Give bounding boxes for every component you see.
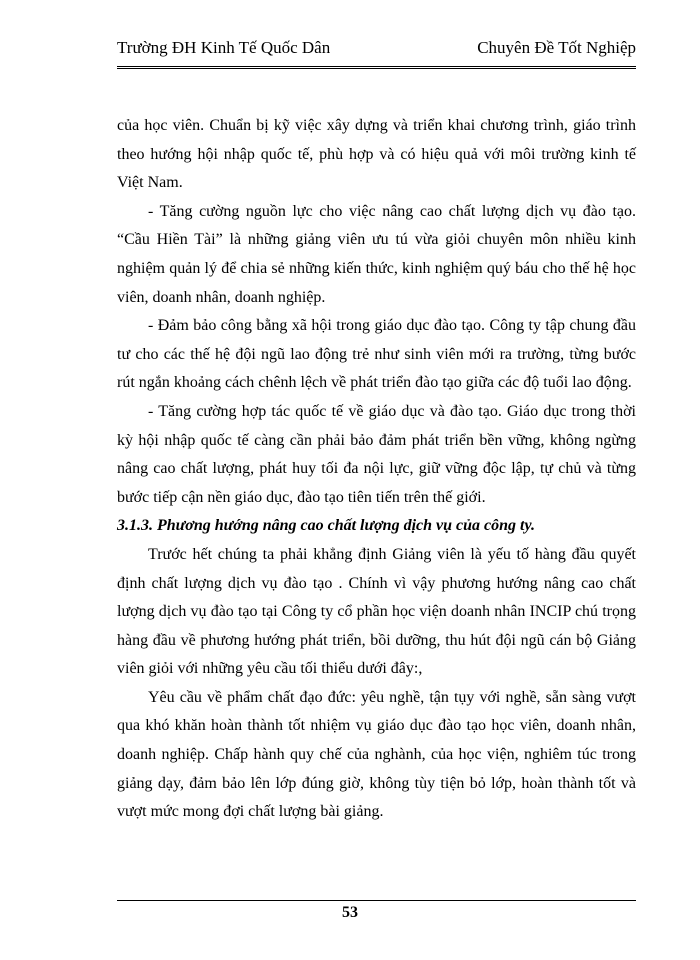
- paragraph: - Tăng cường nguồn lực cho việc nâng cao chất lượng dịch vụ đào tạo. “Cầu Hiền Tài” là những giảng viên ưu tú vừa giỏi chuyên môn nhiều kinh nghiệm quản lý để chia sẻ những kiến thức, kinh nghiệm quý báu cho thế hệ học viên, doanh nhân, doanh nghiệp.: [117, 202, 636, 306]
- section-heading: 3.1.3. Phương hướng nâng cao chất lượng dịch vụ của công ty.: [117, 517, 535, 535]
- document-body: [117, 112, 636, 827]
- paragraph: - Đảm bảo công bằng xã hội trong giáo dục đào tạo. Công ty tập chung đầu tư cho các thế hệ đội ngũ lao động trẻ như sinh viên mới ra trường, từng bước rút ngắn khoảng cách chênh lệch về phát triển đào tạo giữa các độ tuổi lao động.: [117, 317, 636, 392]
- paragraph: Yêu cầu về phẩm chất đạo đức: yêu nghề, tận tụy với nghề, sẵn sàng vượt qua khó khăn hoàn thành tốt nhiệm vụ giáo dục đào tạo học viên, doanh nhân, doanh nghiệp. Chấp hành quy chế của nghành, của học viện, nghiêm túc trong giảng dạy, đảm bảo lên lớp đúng giờ, không tùy tiện bỏ lớp, hoàn thành tốt và vượt mức mong đợi chất lượng bài giảng.: [117, 688, 636, 821]
- paragraph: - Tăng cường hợp tác quốc tế về giáo dục và đào tạo. Giáo dục trong thời kỳ hội nhập quốc tế càng cần phải bảo đảm phát triển bền vững, không ngừng nâng cao chất lượng, phát huy tối đa nội lực, giữ vững độc lập, tự chủ và từng bước tiếp cận nền giáo dục, đào tạo tiên tiến trên thế giới.: [117, 402, 636, 506]
- footer-divider: [117, 900, 636, 901]
- header-school: Trường ĐH Kinh Tế Quốc Dân: [117, 38, 331, 57]
- header-title: Chuyên Đề Tốt Nghiệp: [477, 38, 636, 57]
- page-number: 53: [342, 904, 358, 921]
- page-header: [117, 36, 636, 69]
- paragraph: Trước hết chúng ta phải khẳng định Giảng viên là yếu tố hàng đầu quyết định chất lượng dịch vụ đào tạo . Chính vì vậy phương hướng nâng cao chất lượng dịch vụ đào tạo tại Công ty cổ phần học viện doanh nhân INCIP chú trọng hàng đầu về phương hướng phát triển, bồi dưỡng, thu hút đội ngũ cán bộ Giảng viên giỏi với những yêu cầu tối thiểu dưới đây:,: [117, 545, 636, 678]
- paragraph: của học viên. Chuẩn bị kỹ việc xây dựng và triển khai chương trình, giáo trình theo hướng hội nhập quốc tế, phù hợp và có hiệu quả với môi trường kinh tế Việt Nam.: [117, 117, 636, 192]
